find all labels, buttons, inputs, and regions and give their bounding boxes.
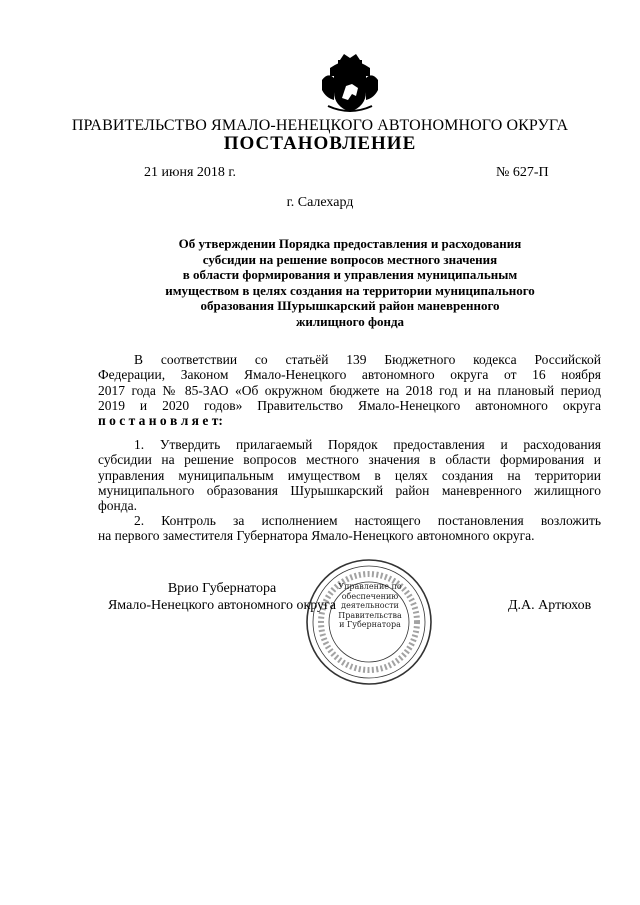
paragraph-line: 2. Контроль за исполнением настоящего постановления возложить — [134, 513, 601, 528]
paragraph-line: субсидии на решение вопросов местного значения в области формирования и — [98, 452, 601, 468]
document-date: 21 июня 2018 г. — [144, 165, 237, 180]
paragraph-line: на первого заместителя Губернатора Ямало-Ненецкого автономного округа. — [98, 528, 535, 544]
paragraph-line: фонда. — [98, 498, 137, 514]
item-1-paragraph — [98, 437, 601, 513]
subject-line: образования Шурышкарский район маневренного — [200, 298, 500, 313]
stamp-line: и Губернатора — [339, 620, 401, 629]
document-type: ПОСТАНОВЛЕНИЕ — [223, 133, 417, 154]
paragraph-line: 1. Утвердить прилагаемый Порядок предоставления и расходования — [134, 437, 601, 452]
subject-line: в области формирования и управления муниципальным — [182, 267, 518, 282]
document-city: г. Салехард — [286, 195, 354, 210]
stamp-line: обеспечению — [341, 591, 399, 601]
subject-line: Об утверждении Порядка предоставления и расходования — [178, 236, 522, 251]
position-line: Ямало-Ненецкого автономного округа — [107, 598, 337, 613]
stamp-line: Правительства — [338, 610, 402, 620]
stamp-line: Управление по — [338, 582, 402, 591]
government-name: ПРАВИТЕЛЬСТВО ЯМАЛО-НЕНЕЦКОГО АВТОНОМНОГО ОКРУГА — [71, 117, 569, 134]
subject-line: субсидии на решение вопросов местного значения — [202, 251, 498, 267]
resolves-word: п о с т а н о в л я е т: — [98, 413, 223, 429]
paragraph-line: 2017 года № 85-ЗАО «Об окружном бюджете на 2018 год и на плановый период — [98, 382, 601, 398]
paragraph-line: 2019 и 2020 годов» Правительство Ямало-Ненецкого автономного округа — [98, 397, 601, 413]
subject-line: жилищного фонда — [295, 313, 405, 329]
document-number: № 627-П — [496, 165, 549, 180]
item-2-paragraph — [98, 513, 601, 544]
coat-of-arms-icon — [318, 50, 382, 116]
stamp-text — [335, 582, 405, 630]
signatory-name: Д.А. Артюхов — [508, 598, 592, 613]
stamp-line: деятельности — [341, 601, 399, 610]
paragraph-line: управления муниципальным имуществом в целях создания на территории — [98, 467, 601, 483]
subject-line: имуществом в целях создания на территории муниципального — [165, 282, 535, 298]
paragraph-line: В соответствии со статьёй 139 Бюджетного кодекса Российской — [134, 352, 601, 367]
document-subject — [140, 236, 560, 329]
position-line: Врио Губернатора — [167, 581, 277, 596]
paragraph-line: Федерации, Законом Ямало-Ненецкого автономного округа от 16 ноября — [98, 367, 601, 383]
preamble-paragraph — [98, 352, 601, 428]
paragraph-line: муниципального образования Шурышкарский район маневренного жилищного — [98, 482, 601, 498]
signatory-position — [102, 580, 342, 614]
